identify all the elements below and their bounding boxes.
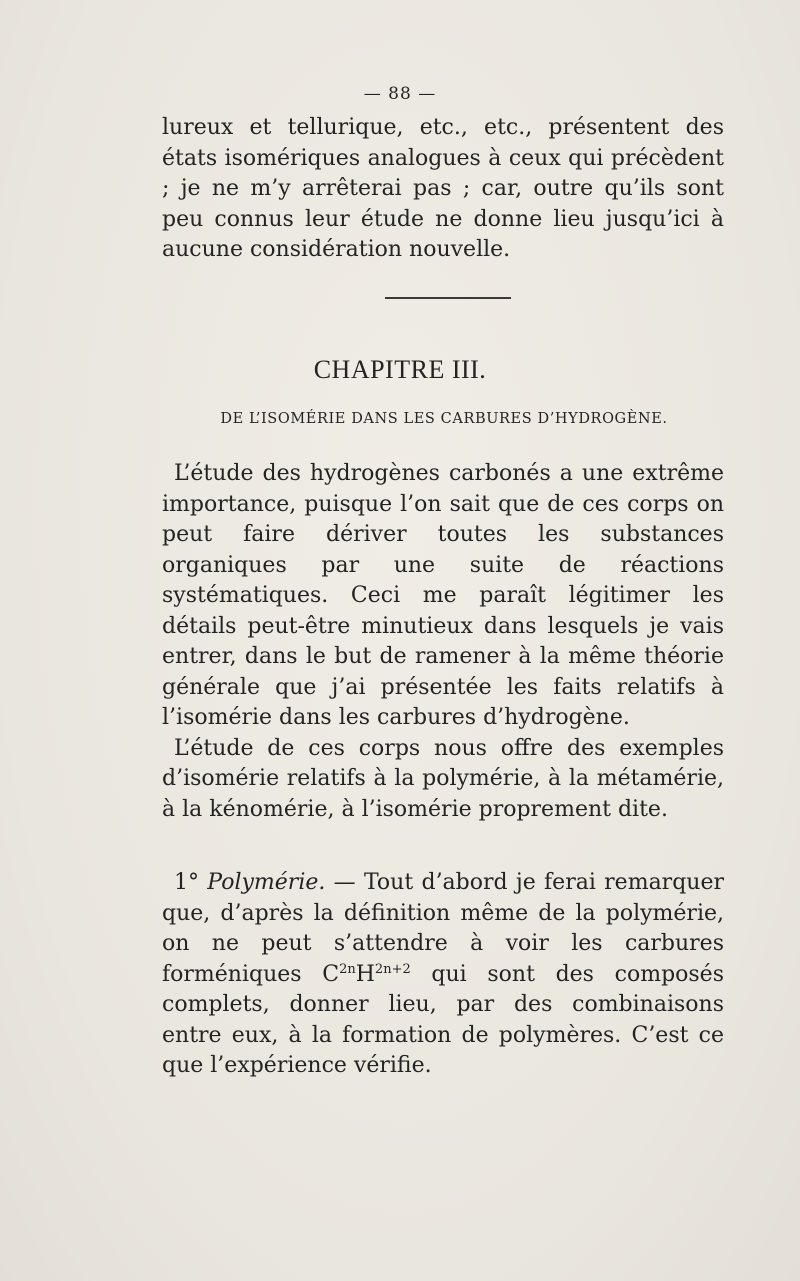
section-number: 1° [174, 870, 199, 895]
section-polymerie [162, 868, 724, 1082]
paragraph-examples: L’étude de ces corps nous offre des exemples d’isomérie relatifs à la polymérie, à la métamérie, à la kénomérie, à l’isomérie proprement dite. [162, 735, 724, 822]
chapter-body [162, 459, 724, 825]
paragraph-continuation [162, 113, 724, 266]
paragraph-importance: L’étude des hydrogènes carbonés a une extrême importance, puisque l’on sait que de ces corps on peut faire dériver toutes les substances organiques par une suite de réactions systématiques. Ceci me paraît légitimer les détails peut-être minutieux dans lesquels je vais entrer, dans le but de ramener à la même théorie générale que j’ai présentée les faits relatifs à l’isomérie dans les carbures d’hydrogène. [162, 461, 724, 730]
page-number: — 88 — [363, 84, 437, 104]
chapter-subtitle: DE L’ISOMÉRIE DANS LES CARBURES D’HYDROGÈNE. [220, 411, 668, 427]
section-heading: Polymérie. [207, 870, 326, 895]
paragraph-polymerie [162, 868, 724, 1082]
section-divider [385, 297, 511, 299]
chemical-formula: $C^{2n}H^{2n+2}$ [322, 961, 411, 987]
paragraph-text-after-formula: qui sont des composés complets, donner lieu, par des combinaisons entre eux, à la formation de polymères. C’est ce que l’expérience vérifie. [162, 961, 724, 1078]
paragraph-text-before-formula: — Tout d’abord je ferai remarquer que, d’après la définition même de la polymérie, on ne peut s’attendre à voir les carbures forméniques [162, 870, 724, 987]
chapter-title: CHAPITRE III. [313, 355, 487, 384]
paragraph-text: lureux et tellurique, etc., etc., présentent des états isomériques analogues à ceux qui précèdent ; je ne m’y arrêterai pas ; car, outre qu’ils sont peu connus leur étude ne donne lieu jusqu’ici à aucune considération nouvelle. [162, 115, 724, 262]
